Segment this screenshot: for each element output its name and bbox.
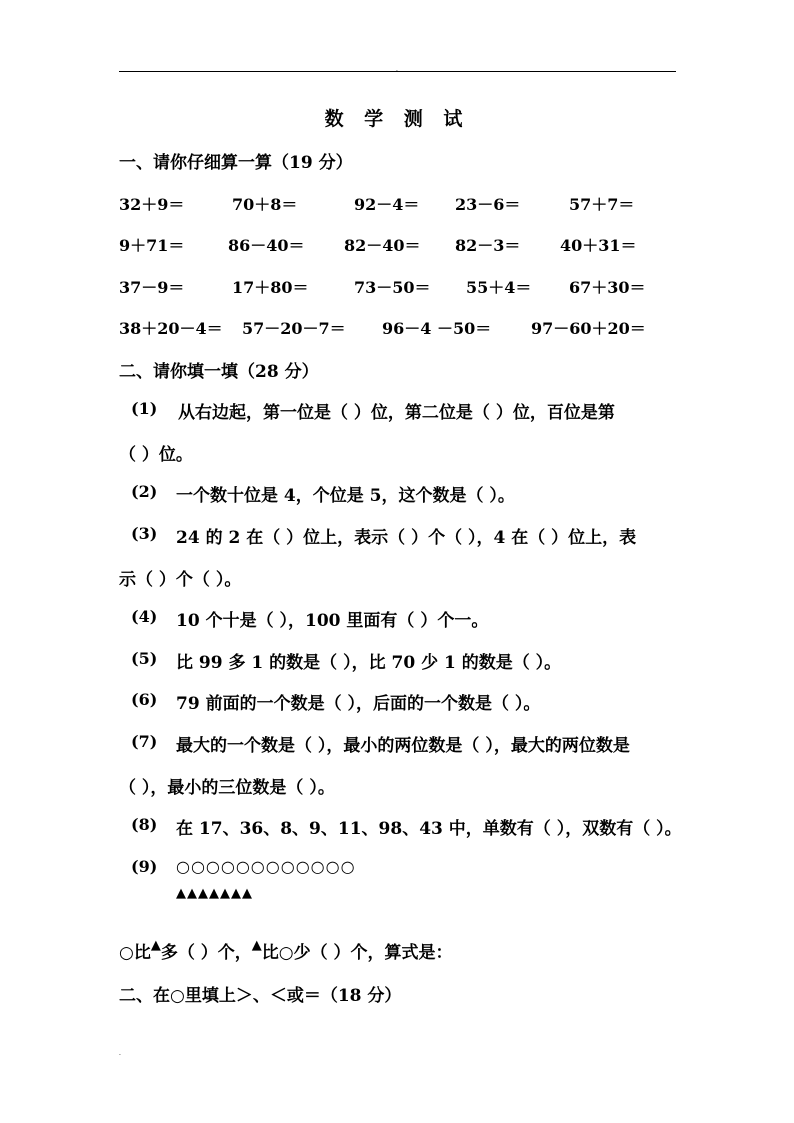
question-text: 一个数十位是 4，个位是 5，这个数是（ ）。 xyxy=(176,486,515,506)
calc-item: 17＋80＝ xyxy=(232,278,309,297)
question-number: (4) xyxy=(131,607,158,626)
question-text: 24 的 2 在（ ）位上，表示（ ）个（ ），4 在（ ）位上，表 xyxy=(176,528,637,548)
question-text: 最大的一个数是（ ），最小的两位数是（ ），最大的两位数是 xyxy=(176,736,630,756)
question-text: 10 个十是（ ），100 里面有（ ）个一。 xyxy=(176,611,489,631)
calc-item: 97－60＋20＝ xyxy=(531,319,646,338)
header-dot: . xyxy=(396,66,398,73)
calc-item: 32＋9＝ xyxy=(119,195,185,214)
question-text: 从右边起，第一位是（ ）位，第二位是（ ）位，百位是第 xyxy=(178,403,615,423)
circle-row: ○○○○○○○○○○○○ xyxy=(176,857,356,876)
comparison-line xyxy=(119,938,453,963)
calc-item: 23－6＝ xyxy=(455,195,521,214)
triangle-row: ▲▲▲▲▲▲▲ xyxy=(176,886,253,901)
comparison-part-c: 比○少（ ）个，算式是： xyxy=(261,943,453,963)
calc-item: 86－40＝ xyxy=(228,236,305,255)
question-number: (5) xyxy=(131,649,158,668)
calc-item: 57＋7＝ xyxy=(569,195,635,214)
calc-item: 82－40＝ xyxy=(344,236,421,255)
calc-item: 40＋31＝ xyxy=(560,236,637,255)
calc-item: 82－3＝ xyxy=(455,236,521,255)
calc-item: 37－9＝ xyxy=(119,278,185,297)
comparison-part-b: 多（ ）个， xyxy=(160,943,252,963)
section3-heading: 二、在○里填上＞、＜或＝（18 分） xyxy=(119,986,402,1006)
question-number: (3) xyxy=(131,524,158,543)
section1-heading: 一、请你仔细算一算（19 分） xyxy=(119,153,353,173)
section2-heading: 二、请你填一填（28 分） xyxy=(119,362,319,382)
calc-item: 55＋4＝ xyxy=(466,278,532,297)
question-number: (1) xyxy=(131,399,158,418)
question-number: (9) xyxy=(131,857,158,876)
question-number: (8) xyxy=(131,815,158,834)
footer-dot: . xyxy=(119,1050,121,1057)
question-text: 79 前面的一个数是（ ），后面的一个数是（ ）。 xyxy=(176,694,541,714)
triangle-icon: ▲ xyxy=(150,938,161,953)
calc-item: 57－20－7＝ xyxy=(242,319,346,338)
question-text: 示（ ）个（ ）。 xyxy=(119,570,242,590)
calc-item: 38＋20－4＝ xyxy=(119,319,223,338)
question-number: (6) xyxy=(131,690,158,709)
triangle-icon: ▲ xyxy=(251,938,262,953)
question-text: 比 99 多 1 的数是（ ），比 70 少 1 的数是（ ）。 xyxy=(176,653,562,673)
question-number: (7) xyxy=(131,732,158,751)
calc-item: 96－4 －50＝ xyxy=(382,319,492,338)
page-title: 数 学 测 试 xyxy=(324,108,470,130)
calc-item: 70＋8＝ xyxy=(232,195,298,214)
calc-item: 73－50＝ xyxy=(354,278,431,297)
question-text: 在 17、36、8、9、11、98、43 中，单数有（ ），双数有（ ）。 xyxy=(176,819,682,839)
calc-item: 67＋30＝ xyxy=(569,278,646,297)
calc-item: 92－4＝ xyxy=(354,195,420,214)
comparison-part-a: ○比 xyxy=(119,943,151,963)
calc-item: 9＋71＝ xyxy=(119,236,185,255)
header-rule xyxy=(119,71,676,72)
question-number: (2) xyxy=(131,482,158,501)
question-text: （ ），最小的三位数是（ ）。 xyxy=(119,778,335,798)
question-text: （ ）位。 xyxy=(119,445,193,465)
